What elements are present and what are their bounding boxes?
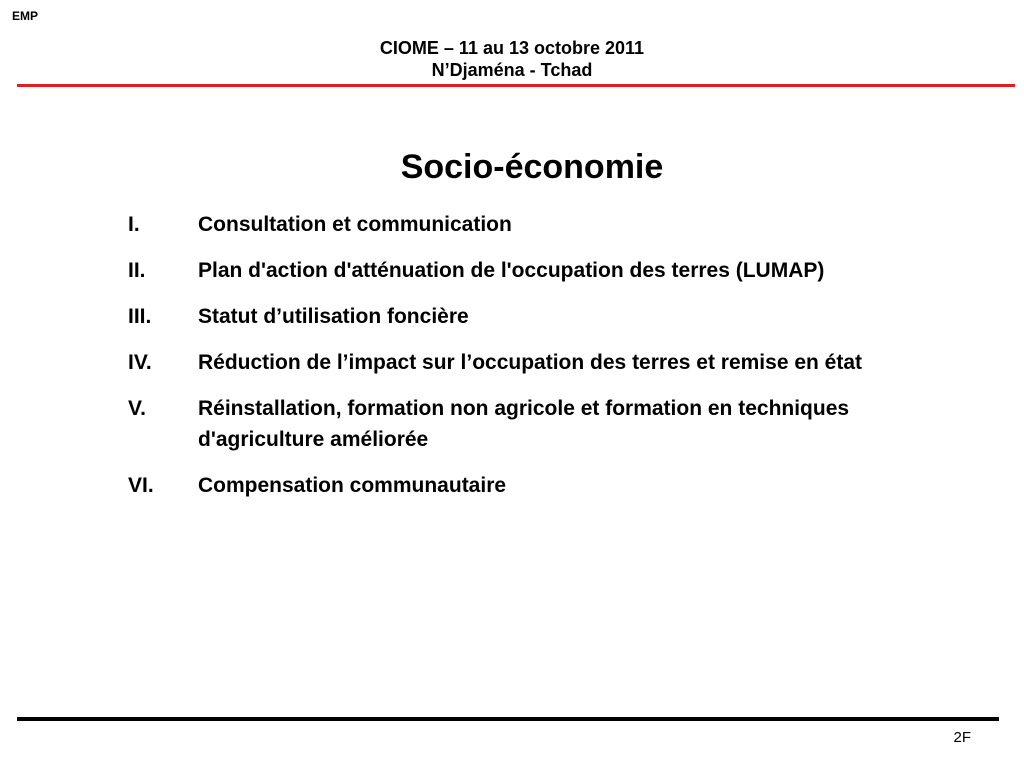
agenda-item-text: Plan d'action d'atténuation de l'occupation des terres (LUMAP) <box>198 259 825 282</box>
agenda-item-text: Consultation et communication <box>198 213 512 236</box>
footer-divider <box>17 717 999 721</box>
agenda-item-text: Statut d’utilisation foncière <box>198 305 469 328</box>
agenda-item-number: I. <box>128 213 140 236</box>
agenda-item <box>128 393 928 455</box>
agenda-list <box>128 209 928 516</box>
agenda-item <box>128 255 928 286</box>
header-location-line: N’Djaména - Tchad <box>431 60 593 80</box>
agenda-item-number: V. <box>128 397 146 420</box>
agenda-item-number: IV. <box>128 351 152 374</box>
slide-title: Socio-économie <box>400 148 664 186</box>
agenda-item <box>128 301 928 332</box>
agenda-item <box>128 209 928 240</box>
agenda-item <box>128 470 928 501</box>
header-divider <box>17 84 1015 87</box>
agenda-item-number: II. <box>128 259 146 282</box>
agenda-item-text: Compensation communautaire <box>198 474 507 497</box>
agenda-item-number: VI. <box>128 474 154 497</box>
agenda-item-text: Réinstallation, formation non agricole et formation en techniques d'agriculture améliorée <box>198 397 850 451</box>
agenda-item-number: III. <box>128 305 152 328</box>
emp-logo-text: EMP <box>12 9 39 23</box>
agenda-item-text: Réduction de l’impact sur l’occupation des terres et remise en état <box>198 351 863 374</box>
agenda-item <box>128 347 928 378</box>
slide-header <box>0 36 1024 82</box>
header-event-line: CIOME – 11 au 13 octobre 2011 <box>379 38 645 58</box>
page-number: 2F <box>953 729 971 746</box>
